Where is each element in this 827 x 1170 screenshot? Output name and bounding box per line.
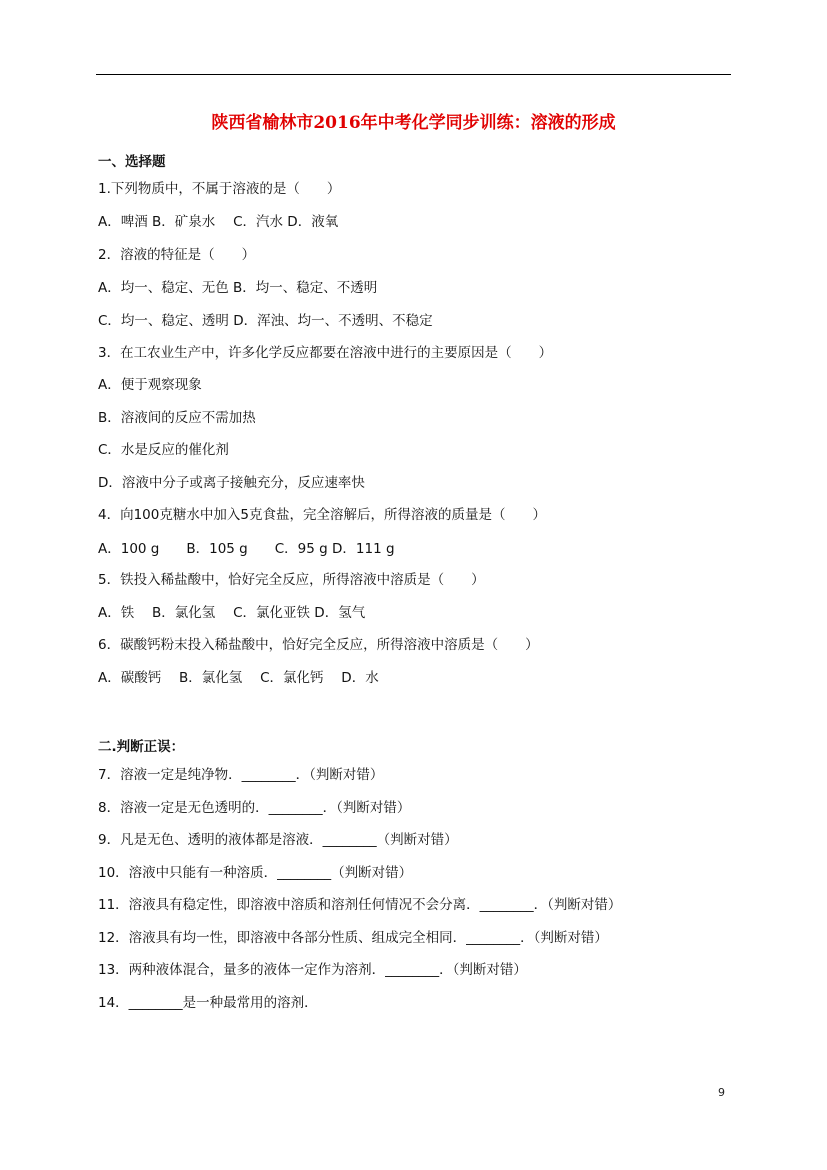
question-9: 9．凡是无色、透明的液体都是溶液．________（判断对错） [98,832,458,848]
section-heading-judge: 二.判断正误： [98,739,185,755]
question-3-option-b: B．溶液间的反应不需加热 [98,410,256,426]
question-6: 6．碳酸钙粉末投入稀盐酸中，恰好完全反应，所得溶液中溶质是（ ） [98,637,539,653]
question-4: 4．向100克糖水中加入5克食盐，完全溶解后，所得溶液的质量是（ ） [98,507,546,523]
question-1-options: A．啤酒 B．矿泉水 C．汽水 D．液氧 [98,214,339,230]
question-14: 14．________是一种最常用的溶剂． [98,995,318,1011]
question-13: 13．两种液体混合，量多的液体一定作为溶剂．________．（判断对错） [98,962,527,978]
question-4-options: A．100 g B．105 g C．95 g D．111 g [98,541,395,557]
question-10: 10．溶液中只能有一种溶质．________（判断对错） [98,865,413,881]
question-3-option-c: C．水是反应的催化剂 [98,442,229,458]
question-12: 12．溶液具有均一性，即溶液中各部分性质、组成完全相同．________．（判断对错） [98,930,608,946]
document-title: 陕西省榆林市2016年中考化学同步训练：溶液的形成 [211,113,616,133]
question-5-options: A．铁 B．氯化氢 C．氯化亚铁 D．氢气 [98,605,366,621]
question-2-options-cd: C．均一、稳定、透明 D．浑浊、均一、不透明、不稳定 [98,313,433,329]
question-7: 7．溶液一定是纯净物．________．（判断对错） [98,767,384,783]
question-2: 2．溶液的特征是（ ） [98,247,256,263]
question-11: 11．溶液具有稳定性，即溶液中溶质和溶剂任何情况不会分离．________．（判断对错） [98,897,622,913]
question-3: 3．在工农业生产中，许多化学反应都要在溶液中进行的主要原因是（ ） [98,345,553,361]
question-5: 5．铁投入稀盐酸中，恰好完全反应，所得溶液中溶质是（ ） [98,572,485,588]
page-number: 9 [718,1086,725,1099]
question-2-options-ab: A．均一、稳定、无色 B．均一、稳定、不透明 [98,280,378,296]
question-3-option-d: D．溶液中分子或离子接触充分，反应速率快 [98,475,365,491]
section-heading-choice: 一、选择题 [98,154,166,170]
question-8: 8．溶液一定是无色透明的．________．（判断对错） [98,800,411,816]
question-3-option-a: A．便于观察现象 [98,377,202,393]
question-1: 1.下列物质中，不属于溶液的是（ ） [98,181,341,197]
header-rule [96,74,731,75]
question-6-options: A．碳酸钙 B．氯化氢 C．氯化钙 D．水 [98,670,379,686]
